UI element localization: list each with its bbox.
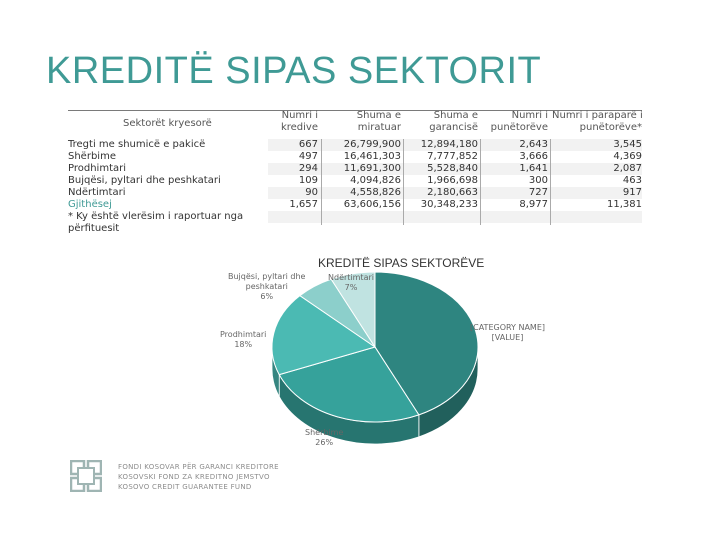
table-cell: 294 [298, 163, 318, 174]
table-cell: 497 [298, 151, 318, 162]
pie-data-label-line: 18% [234, 340, 253, 349]
pie-data-label-line: 26% [315, 438, 334, 447]
row-label-services: Shërbime [68, 151, 116, 162]
header-loan-count: Numri i kredive [280, 110, 318, 133]
header-planned-employees: Numri i paraparë i punëtorëve* [552, 110, 643, 133]
table-cell: 109 [298, 175, 318, 186]
table-cell: 463 [622, 175, 642, 186]
table-cell: 4,558,826 [350, 187, 401, 198]
table-cell: 2,087 [613, 163, 642, 174]
pie-data-label-line: 6% [260, 292, 274, 301]
table-cell: 7,777,852 [427, 151, 478, 162]
header-approved-amount: Shuma e miratuar [356, 110, 401, 133]
row-label-manufacturing: Prodhimtari [68, 163, 127, 174]
chart-title: KREDITË SIPAS SEKTORËVE [318, 256, 485, 270]
pie-data-label [305, 428, 343, 448]
table-cell: 1,641 [519, 163, 548, 174]
org-name-english: KOSOVO CREDIT GUARANTEE FUND [118, 483, 252, 491]
sector-column-header: Sektorët kryesorë [123, 118, 212, 129]
footnote-line-2: përfituesit [68, 223, 120, 234]
pie-data-label-line: Ndërtimtari [328, 273, 374, 282]
table-cell: 26,799,900 [343, 139, 401, 150]
total-cell: 30,348,233 [420, 199, 478, 210]
pie-data-label [228, 272, 305, 302]
total-cell: 63,606,156 [343, 199, 401, 210]
table-cell: 3,666 [519, 151, 548, 162]
footnote-line-1: * Ky është vlerësim i raportuar nga [68, 211, 244, 222]
table-cell: 667 [298, 139, 318, 150]
slide-title: KREDITË SIPAS SEKTORIT [46, 50, 542, 92]
table-cell: 2,643 [519, 139, 548, 150]
row-label-wholesale-retail: Tregti me shumicë e pakicë [68, 139, 206, 150]
table-cell: 727 [528, 187, 548, 198]
org-name-albanian: FONDI KOSOVAR PËR GARANCI KREDITORE [118, 463, 279, 471]
org-name-serbian: KOSOVSKI FOND ZA KREDITNO JEMSTVO [118, 473, 270, 481]
organization-name [118, 462, 279, 492]
pie-data-label [328, 273, 374, 293]
pie-data-label-line: [VALUE] [491, 333, 524, 342]
total-cell: 8,977 [519, 199, 548, 210]
kcgf-logo-icon [70, 460, 102, 492]
pie-data-label-line: Bujqësi, pyltari dhe [228, 272, 306, 281]
table-cell: 90 [305, 187, 318, 198]
table-cell: 4,369 [613, 151, 642, 162]
table-cell: 4,094,826 [350, 175, 401, 186]
table-cell: 12,894,180 [420, 139, 478, 150]
row-label-agriculture: Bujqësi, pyltari dhe peshkatari [68, 175, 221, 186]
pie-data-label [470, 323, 545, 343]
pie-data-label-line: Prodhimtari [220, 330, 267, 339]
table-cell: 16,461,303 [343, 151, 401, 162]
table-cell: 917 [622, 187, 642, 198]
table-cell: 1,966,698 [427, 175, 478, 186]
pie-data-label-line: [CATEGORY NAME] [470, 323, 546, 332]
total-cell: 11,381 [607, 199, 642, 210]
header-guarantee-amount: Shuma e garancisë [429, 110, 478, 133]
table-cell: 3,545 [613, 139, 642, 150]
table-cell: 5,528,840 [427, 163, 478, 174]
total-cell: 1,657 [289, 199, 318, 210]
pie-data-label [220, 330, 266, 350]
row-label-construction: Ndërtimtari [68, 187, 126, 198]
pie-data-label-line: peshkatari [245, 282, 288, 291]
table-cell: 2,180,663 [427, 187, 478, 198]
row-label-total: Gjithësej [68, 199, 112, 210]
header-employee-count: Numri i punëtorëve [490, 110, 548, 133]
pie-data-label-line: Shërbime [305, 428, 344, 437]
table-cell: 300 [528, 175, 548, 186]
pie-data-label-line: 7% [344, 283, 358, 292]
table-cell: 11,691,300 [343, 163, 401, 174]
